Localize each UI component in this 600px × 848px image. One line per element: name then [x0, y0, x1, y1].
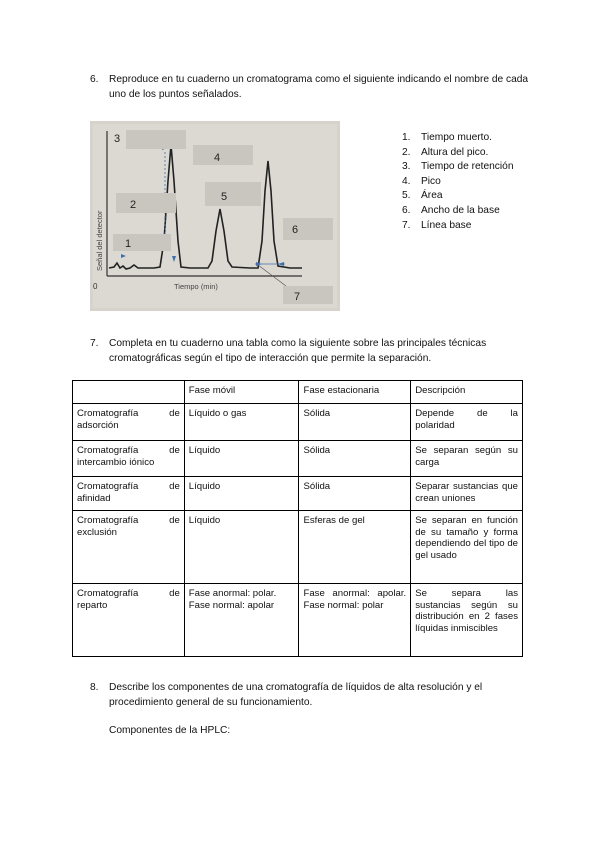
question-7-number: 7.: [90, 338, 99, 349]
legend-item: 5. Área: [402, 190, 443, 202]
table-cell: Sólida: [299, 404, 411, 441]
table-cell: Cromatografía de reparto: [73, 584, 185, 657]
legend-item: 7. Línea base: [402, 219, 472, 231]
table-cell: Se separan según su carga: [411, 441, 523, 477]
legend-item: 4. Pico: [402, 175, 441, 187]
label-box-7: [283, 286, 333, 304]
label-box-3: [126, 130, 186, 149]
legend-item: 6. Ancho de la base: [402, 204, 500, 216]
label-box-1: [113, 234, 171, 251]
table-cell: Separar sustancias que crean uniones: [411, 477, 523, 511]
table-row: [73, 511, 523, 584]
table-cell: Se separa las sustancias según su distribución en 2 fases líquidas inmiscibles: [411, 584, 523, 657]
legend-item: 2. Altura del pico.: [402, 146, 489, 158]
table-cell: Fase anormal: apolar. Fase normal: polar: [299, 584, 411, 657]
label-box-4: [193, 145, 253, 165]
question-8-text: Describe los componentes de una cromatografía de líquidos de alta resolución y el procedimiento general de su funcionamiento.: [109, 682, 483, 708]
table-cell: Sólida: [299, 441, 411, 477]
question-6-text: Reproduce en tu cuaderno un cromatograma como el siguiente indicando el nombre de cada uno de los puntos señalados.: [109, 74, 529, 100]
table-cell: Esferas de gel: [299, 511, 411, 584]
table-cell: Depende de la polaridad: [411, 404, 523, 441]
table-row: [73, 584, 523, 657]
table-cell: Líquido: [184, 441, 299, 477]
label-box-5: [205, 182, 261, 206]
label-box-2: [116, 193, 176, 213]
question-6-number: 6.: [90, 74, 99, 85]
label-box-6: [283, 218, 333, 240]
table-cell: Fase anormal: polar. Fase normal: apolar: [184, 584, 299, 657]
tag-5: 5: [221, 191, 228, 203]
table-cell: Cromatografía de adsorción: [73, 404, 185, 441]
table-row: [73, 404, 523, 441]
table-header: Fase estacionaria: [299, 381, 411, 404]
table-row: [73, 441, 523, 477]
table-cell: Cromatografía de afinidad: [73, 477, 185, 511]
hplc-components-label: Componentes de la HPLC:: [109, 725, 231, 736]
chromatography-table: [72, 380, 523, 657]
table-header-row: [73, 381, 523, 404]
table-cell: Líquido: [184, 511, 299, 584]
tag-6: 6: [292, 224, 299, 236]
tag-2: 2: [130, 199, 137, 211]
legend-item: 1. Tiempo muerto.: [402, 132, 492, 143]
table-cell: Se separan en función de su tamaño y forma dependiendo del tipo de gel usado: [411, 511, 523, 584]
legend-item: 3. Tiempo de retención: [402, 161, 514, 173]
question-7-text: Completa en tu cuaderno una tabla como la siguiente sobre las principales técnicas cromatográficas según el tipo de interacción que permite la separación.: [109, 338, 487, 364]
legend-list: [402, 131, 514, 233]
question-8-number: 8.: [90, 682, 99, 693]
table-cell: Cromatografía de exclusión: [73, 511, 185, 584]
table-header: Descripción: [411, 381, 523, 404]
tag-4: 4: [214, 152, 221, 164]
origin-label: 0: [93, 282, 98, 291]
table-cell: Cromatografía de intercambio iónico: [73, 441, 185, 477]
tag-1: 1: [125, 238, 132, 250]
table-header: [73, 381, 185, 404]
table-cell: Líquido: [184, 477, 299, 511]
table-cell: Sólida: [299, 477, 411, 511]
table-row: [73, 477, 523, 511]
tag-7: 7: [294, 291, 301, 303]
x-axis-label: Tiempo (min): [174, 282, 218, 291]
table-cell: Líquido o gas: [184, 404, 299, 441]
table-header: Fase móvil: [184, 381, 299, 404]
tag-3: 3: [114, 133, 121, 145]
chromatogram-photo: [90, 121, 340, 311]
y-axis-label: Señal del detector: [95, 210, 104, 271]
